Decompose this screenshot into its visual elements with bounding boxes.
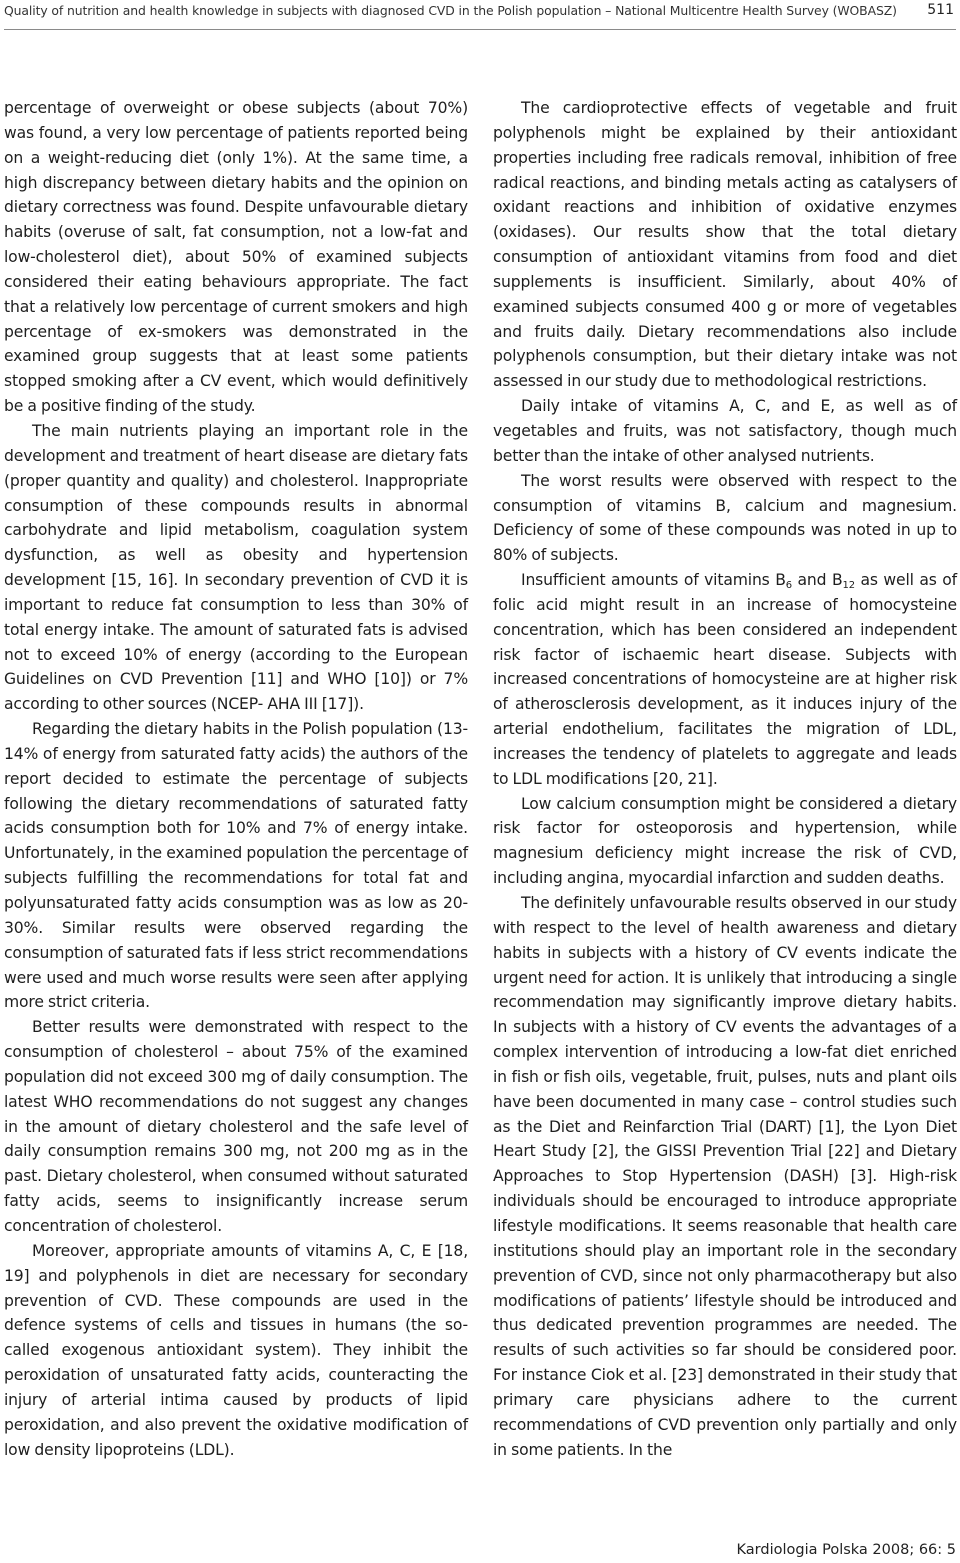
subscript-12: 12 (842, 580, 855, 592)
paragraph-right-1: The cardioprotective effects of vegetable and fruit polyphenols might be explained by their antioxidant properties including free radicals removal, inhibition of free radical reactions, and binding metals acting as catalysers of oxidant reactions and inhibition of oxidative enzymes (oxidases). Our results show that the total dietary consumption of antioxidant vitamins from food and diet supplements is insufficient. Similarly, about 40% of examined subjects consumed 400 g or more of vegetables and fruits daily. Dietary recommendations also include polyphenols consumption, but their dietary intake was not assessed in our study due to methodological restrictions. (493, 99, 957, 391)
running-title: Quality of nutrition and health knowledge in subjects with diagnosed CVD in the Polish population – National Multicentre Health Survey (WOBASZ) (4, 3, 897, 18)
vitamin-text-a: Insufficient amounts of vitamins B (521, 571, 786, 590)
right-column (493, 96, 957, 1462)
paragraph-right-4 (493, 568, 957, 792)
journal-citation: Kardiologia Polska 2008; 66: 5 (736, 1542, 956, 1558)
vitamin-text-c: as well as of folic acid might result in an increase of homocysteine concentration, which has been considered an independent risk factor of ischaemic heart disease. Subjects with increased concentrations of homocysteine are at higher risk of atherosclerosis development, as it induces injury of the arterial endothelium, facilitates the migration of LDL, increases the tendency of platelets to aggregate and leads to LDL modifications [20, 21]. (493, 571, 958, 788)
running-header (4, 0, 956, 30)
paragraph-left-4: Better results were demonstrated with respect to the consumption of cholesterol – about 75% of the examined population did not exceed 300 mg of daily consumption. The latest WHO recommendations do not suggest any changes in the amount of dietary cholesterol and the safe level of daily consumption remains 300 mg, not 200 mg as in the past. Dietary cholesterol, when consumed without saturated fatty acids, seems to insignificantly increase serum concentration of cholesterol. (4, 1018, 468, 1235)
paragraph-left-5: Moreover, appropriate amounts of vitamins A, C, E [18, 19] and polyphenols in diet are necessary for secondary prevention of CVD. These compounds are used in the defence systems of cells and tissues in humans (the so-called exogenous antioxidant system). They inhibit the peroxidation of unsaturated fatty acids, counteracting the injury of arterial intima caused by products of lipid peroxidation, and also prevent the oxidative modification of low density lipoproteins (LDL). (4, 1241, 468, 1459)
paragraph-right-6: The definitely unfavourable results observed in our study with respect to the level of health awareness and dietary habits in subjects with a history of CV events indicate the urgent need for action. It is unlikely that introducing a single recommendation may significantly improve dietary habits. In subjects with a history of CV events the advantages of a complex intervention of introducing a low-fat diet enriched in fish or fish oils, vegetable, fruit, pulses, nuts and plant oils have been documented in many case – control studies such as the Diet and Reinfarction Trial (DART) [1], the Lyon Diet Heart Study [2], the GISSI Prevention Trial [22] and Dietary Approaches to Stop Hypertension (DASH) [3]. High-risk individuals should be encouraged to introduce appropriate lifestyle modifications. It seems reasonable that health care institutions should play an important role in the secondary prevention of CVD, since not only pharmacotherapy but also modifications of patients’ lifestyle should be introduced and thus dedicated prevention programmes are needed. The results of such activities so far should be considered poor. For instance Ciok et al. [23] demonstrated in their study that primary care physicians adhere to the current recommendations of CVD prevention only partially and only in some patients. In the (493, 894, 957, 1459)
paragraph-left-3: Regarding the dietary habits in the Polish population (13-14% of energy from saturated fatty acids) the authors of the report decided to estimate the percentage of subjects following the dietary recommendations of saturated fatty acids consumption both for 10% and 7% of energy intake. Unfortunately, in the examined population the percentage of subjects fulfilling the recommendations for total fat and polyunsaturated fatty acids consumption was as low as 20-30%. Similar results were observed regarding the consumption of saturated fats if less strict recommendations were used and much worse results were seen after applying more strict criteria. (4, 720, 468, 1012)
subscript-6: 6 (785, 580, 792, 592)
left-column (4, 96, 468, 1462)
paragraph-right-3: The worst results were observed with respect to the consumption of vitamins B, calcium and magnesium. Deficiency of some of these compounds was noted in up to 80% of subjects. (493, 471, 957, 565)
paragraph-left-2: The main nutrients playing an important role in the development and treatment of heart disease are dietary fats (proper quantity and quality) and cholesterol. Inappropriate consumption of these compounds results in abnormal carbohydrate and lipid metabolism, coagulation system dysfunction, as well as obesity and hypertension development [15, 16]. In secondary prevention of CVD it is important to reduce fat consumption to less than 30% of total energy intake. The amount of saturated fats is advised not to exceed 10% of energy (according to the European Guidelines on CVD Prevention [11] and WHO [10]) or 7% according to other sources (NCEP- AHA III [17]). (4, 421, 468, 714)
vitamin-text-b: and B (791, 571, 843, 590)
paragraph-right-5: Low calcium consumption might be considered a dietary risk factor for osteoporosis and hypertension, while magnesium deficiency might increase the risk of CVD, including angina, myocardial infarction and sudden deaths. (493, 794, 957, 888)
paragraph-right-2: Daily intake of vitamins A, C, and E, as well as of vegetables and fruits, was not satisfactory, though much better than the intake of other analysed nutrients. (493, 397, 957, 465)
page-number: 511 (927, 2, 954, 18)
paragraph-left-1: percentage of overweight or obese subjects (about 70%) was found, a very low percentage of patients reported being on a weight-reducing diet (only 1%). At the same time, a high discrepancy between dietary habits and the opinion on dietary correctness was found. Despite unfavourable dietary habits (overuse of salt, fat consumption, not a low-fat and low-cholesterol diet), about 50% of examined subjects considered their eating behaviours appropriate. The fact that a relatively low percentage of current smokers and high percentage of ex-smokers was demonstrated in the examined group suggests that at least some patients stopped smoking after a CV event, which would definitively be a positive finding of the study. (4, 99, 468, 416)
